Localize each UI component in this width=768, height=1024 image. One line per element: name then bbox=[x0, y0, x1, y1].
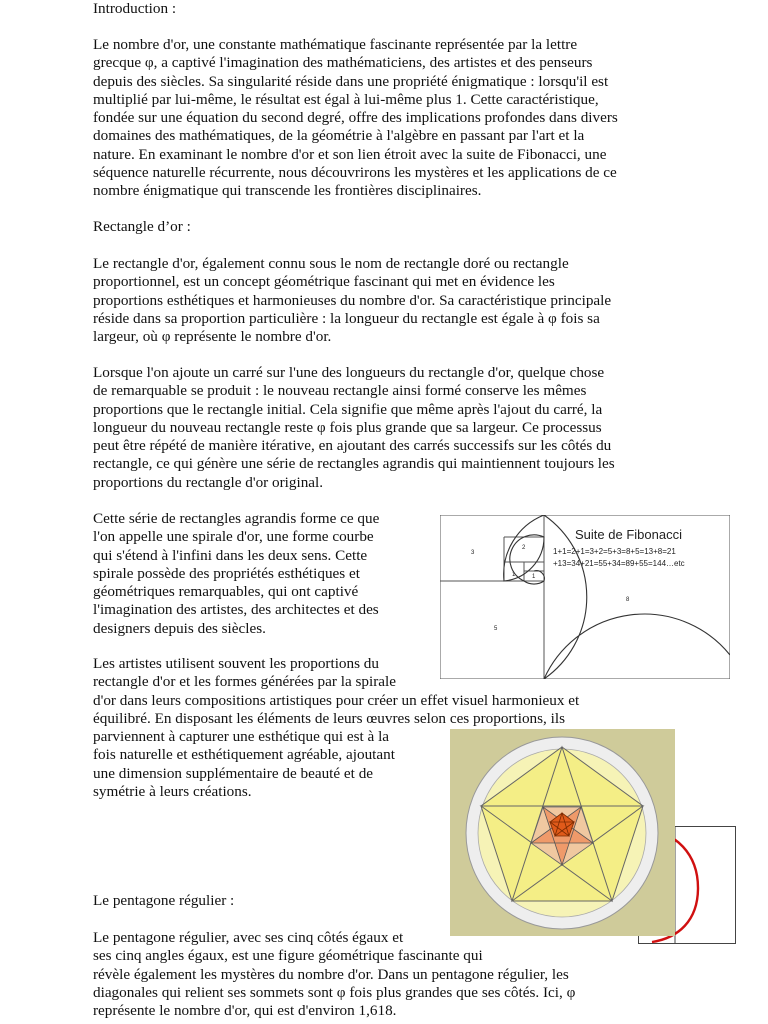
square-label: 2 bbox=[522, 545, 526, 551]
fibonacci-title: Suite de Fibonacci bbox=[575, 527, 682, 542]
text-line: fois naturelle et esthétiquement agréable, ajoutant bbox=[93, 746, 395, 764]
text-line: proportions que le rectangle initial. Cela signifie que même après l'ajout du carré, la bbox=[93, 400, 603, 418]
text-line: largeur, où φ représente le nombre d'or. bbox=[93, 328, 332, 346]
text-line: rectangle, ce qui génère une série de rectangles agrandis qui maintiennent toujours les bbox=[93, 455, 615, 473]
fibonacci-formula-line-2: +13=34+21=55+34=89+55=144…etc bbox=[553, 559, 685, 568]
text-line: nature. En examinant le nombre d'or et son lien étroit avec la suite de Fibonacci, une bbox=[93, 145, 607, 163]
text-line: nombre énigmatique qui transcende les frontières disciplinaires. bbox=[93, 182, 482, 200]
rectangle-heading: Rectangle d’or : bbox=[93, 218, 191, 235]
text-line: l'on appelle une spirale d'or, une forme courbe bbox=[93, 528, 374, 546]
text-line: Le pentagone régulier, avec ses cinq côtés égaux et bbox=[93, 929, 404, 946]
text-line: Lorsque l'on ajoute un carré sur l'une des longueurs du rectangle d'or, quelque chose bbox=[93, 364, 605, 381]
pentagon-figure bbox=[450, 729, 675, 936]
text-line: qui s'étend à l'infini dans les deux sens. Cette bbox=[93, 546, 368, 564]
text-line: diagonales qui relient ses sommets sont φ fois plus grandes que ses côtés. Ici, φ bbox=[93, 983, 576, 1001]
intro-paragraph bbox=[93, 36, 618, 201]
text-line: spirale possède des propriétés esthétiques et bbox=[93, 564, 360, 582]
text-line: révèle également les mystères du nombre d'or. Dans un pentagone régulier, les bbox=[93, 965, 569, 983]
text-line: ses cinq angles égaux, est une figure géométrique fascinante qui bbox=[93, 947, 483, 965]
text-line: peut être répété de manière itérative, en ajoutant des carrés successifs sur les côtés du bbox=[93, 437, 612, 455]
text-line: multiplié par lui-même, le résultat est égal à lui-même plus 1. Cette caractéristique, bbox=[93, 90, 599, 108]
text-line: designers depuis des siècles. bbox=[93, 619, 266, 637]
pentagon-heading: Le pentagone régulier : bbox=[93, 892, 235, 909]
intro-heading: Introduction : bbox=[93, 0, 177, 17]
text-line: domaines des mathématiques, de la géométrie à l'algèbre en passant par l'art et la bbox=[93, 127, 585, 145]
text-line: proportions du rectangle d'or original. bbox=[93, 473, 324, 491]
text-line: Les artistes utilisent souvent les proportions du bbox=[93, 655, 379, 672]
text-line: proportions esthétiques et harmonieuses du nombre d'or. Sa caractéristique principale bbox=[93, 291, 612, 309]
text-line: séquence naturelle récurrente, nous découvrirons les mystères et les applications de ce bbox=[93, 164, 617, 182]
text-line: géométriques remarquables, qui ont captivé bbox=[93, 583, 359, 601]
text-line: Le nombre d'or, une constante mathématique fascinante représentée par la lettre bbox=[93, 36, 578, 53]
text-line: réside dans sa proportion particulière : la longueur du rectangle est égale à φ fois sa bbox=[93, 309, 600, 327]
square-label: 1 bbox=[532, 574, 536, 580]
text-line: depuis des siècles. Sa singularité réside dans une propriété énigmatique : lorsqu'il est bbox=[93, 72, 609, 90]
text-line: représente le nombre d'or, qui est d'environ 1,618. bbox=[93, 1002, 397, 1020]
text-line: une dimension supplémentaire de beauté et de bbox=[93, 764, 374, 782]
rectangle-paragraph-2 bbox=[93, 364, 615, 492]
text-line: proportionnel, est un concept géométrique fascinant qui met en évidence les bbox=[93, 273, 555, 291]
text-line: Cette série de rectangles agrandis forme ce que bbox=[93, 510, 380, 527]
text-line: d'or dans leurs compositions artistiques pour créer un effet visuel harmonieux et bbox=[93, 691, 580, 709]
text-line: l'imagination des artistes, des architectes et des bbox=[93, 601, 379, 619]
text-line: rectangle d'or et les formes générées par la spirale bbox=[93, 673, 396, 691]
square-label: 3 bbox=[471, 550, 475, 556]
spiral-paragraph bbox=[93, 510, 379, 638]
text-line: fondée sur une équation du second degré, offre des implications profondes dans divers bbox=[93, 109, 618, 127]
text-line: parviennent à capturer une esthétique qui est à la bbox=[93, 728, 390, 746]
pentagon-paragraph bbox=[93, 929, 575, 1020]
square-label: 5 bbox=[494, 626, 498, 632]
fibonacci-formula-line-1: 1+1=2+1=3+2=5+3=8+5=13+8=21 bbox=[553, 547, 676, 556]
text-line: grecque φ, a captivé l'imagination des mathématiciens, des artistes et des penseurs bbox=[93, 54, 593, 72]
square-label: 1 bbox=[512, 572, 516, 578]
text-line: équilibré. En disposant les éléments de leurs œuvres selon ces proportions, ils bbox=[93, 709, 565, 727]
rectangle-paragraph-1 bbox=[93, 255, 611, 346]
text-line: Le rectangle d'or, également connu sous le nom de rectangle doré ou rectangle bbox=[93, 255, 569, 272]
text-line: de remarquable se produit : le nouveau rectangle ainsi formé conserve les mêmes bbox=[93, 382, 587, 400]
text-line: symétrie à leurs créations. bbox=[93, 783, 252, 801]
text-line: longueur du nouveau rectangle reste φ fois plus grande que sa largeur. Ce processus bbox=[93, 418, 602, 436]
square-label: 8 bbox=[626, 597, 630, 603]
fibonacci-spiral-figure bbox=[440, 515, 730, 679]
